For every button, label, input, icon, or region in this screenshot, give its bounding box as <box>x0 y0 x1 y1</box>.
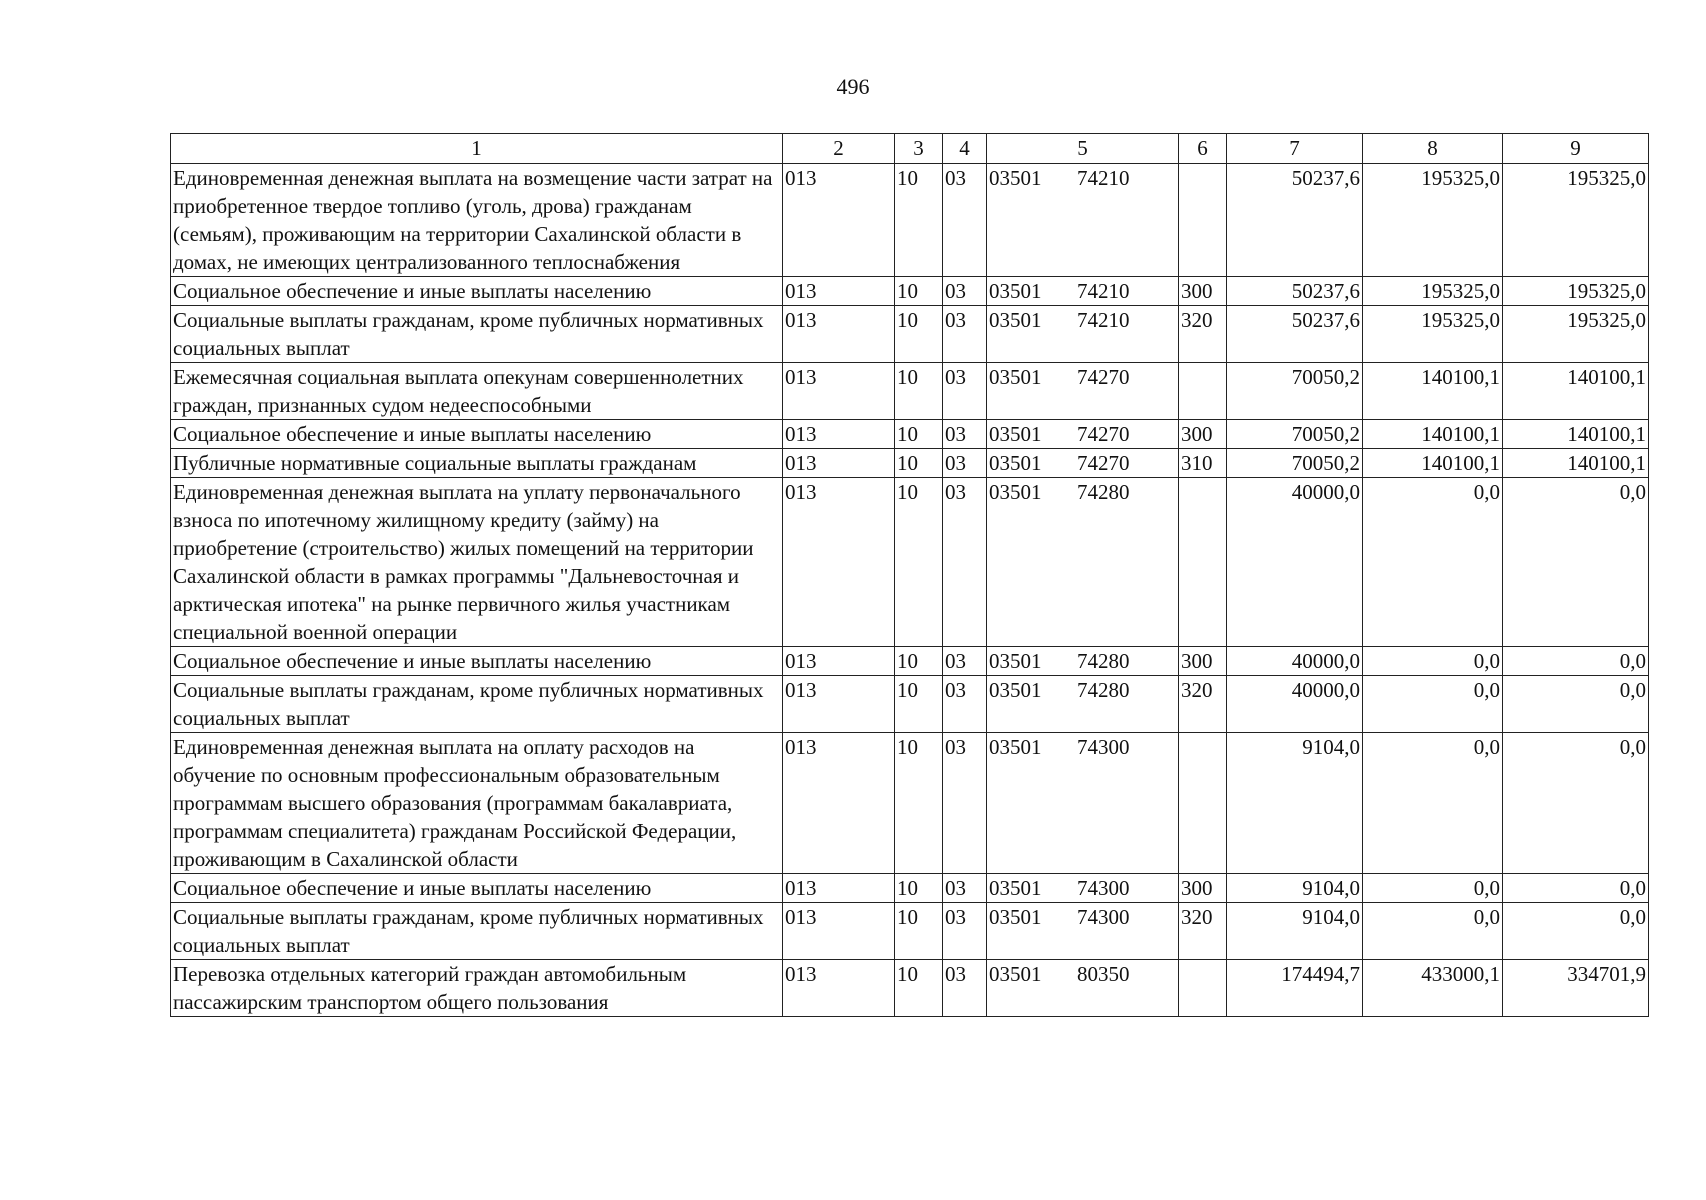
expense-type-cell: 310 <box>1179 449 1227 478</box>
subsection-code-cell: 03 <box>943 306 987 363</box>
amount-col9-cell: 195325,0 <box>1503 164 1649 277</box>
program-code: 03501 <box>989 962 1042 986</box>
subsection-code-cell: 03 <box>943 676 987 733</box>
table-row <box>171 676 1649 733</box>
table-row <box>171 449 1649 478</box>
column-header: 7 <box>1227 134 1363 164</box>
amount-col8-cell: 140100,1 <box>1363 449 1503 478</box>
table-row <box>171 874 1649 903</box>
row-name-cell: Социальные выплаты гражданам, кроме публичных нормативных социальных выплат <box>171 903 783 960</box>
grbs-code-cell: 013 <box>783 306 895 363</box>
target-article-cell <box>987 733 1179 874</box>
expense-type-cell: 320 <box>1179 676 1227 733</box>
direction-code: 74300 <box>1077 905 1130 929</box>
expense-type-cell: 300 <box>1179 277 1227 306</box>
table-row <box>171 960 1649 1017</box>
amount-col7-cell: 9104,0 <box>1227 903 1363 960</box>
amount-col8-cell: 0,0 <box>1363 903 1503 960</box>
amount-col7-cell: 174494,7 <box>1227 960 1363 1017</box>
target-article-cell <box>987 306 1179 363</box>
amount-col7-cell: 70050,2 <box>1227 363 1363 420</box>
target-article-cell <box>987 647 1179 676</box>
amount-col9-cell: 0,0 <box>1503 903 1649 960</box>
amount-col8-cell: 0,0 <box>1363 676 1503 733</box>
direction-code: 74270 <box>1077 365 1130 389</box>
subsection-code-cell: 03 <box>943 478 987 647</box>
target-article-cell <box>987 449 1179 478</box>
direction-code: 74280 <box>1077 678 1130 702</box>
program-code: 03501 <box>989 480 1042 504</box>
amount-col7-cell: 70050,2 <box>1227 420 1363 449</box>
amount-col8-cell: 140100,1 <box>1363 363 1503 420</box>
row-name-cell: Социальное обеспечение и иные выплаты населению <box>171 277 783 306</box>
column-header: 9 <box>1503 134 1649 164</box>
amount-col7-cell: 9104,0 <box>1227 874 1363 903</box>
amount-col9-cell: 140100,1 <box>1503 449 1649 478</box>
row-name-cell: Социальное обеспечение и иные выплаты населению <box>171 420 783 449</box>
section-code-cell: 10 <box>895 420 943 449</box>
amount-col8-cell: 195325,0 <box>1363 164 1503 277</box>
expense-type-cell <box>1179 164 1227 277</box>
program-code: 03501 <box>989 308 1042 332</box>
page-number: 496 <box>836 74 870 99</box>
column-header: 2 <box>783 134 895 164</box>
amount-col9-cell: 140100,1 <box>1503 420 1649 449</box>
row-name-cell: Социальные выплаты гражданам, кроме публичных нормативных социальных выплат <box>171 676 783 733</box>
program-code: 03501 <box>989 678 1042 702</box>
program-code: 03501 <box>989 451 1042 475</box>
program-code: 03501 <box>989 422 1042 446</box>
target-article-cell <box>987 676 1179 733</box>
amount-col7-cell: 40000,0 <box>1227 676 1363 733</box>
program-code: 03501 <box>989 876 1042 900</box>
expense-type-cell: 300 <box>1179 874 1227 903</box>
amount-col9-cell: 0,0 <box>1503 647 1649 676</box>
grbs-code-cell: 013 <box>783 676 895 733</box>
amount-col7-cell: 40000,0 <box>1227 647 1363 676</box>
expense-type-cell: 320 <box>1179 903 1227 960</box>
expense-type-cell: 300 <box>1179 420 1227 449</box>
table-row <box>171 903 1649 960</box>
column-header: 5 <box>987 134 1179 164</box>
row-name-cell: Социальное обеспечение и иные выплаты населению <box>171 874 783 903</box>
section-code-cell: 10 <box>895 960 943 1017</box>
target-article-cell <box>987 960 1179 1017</box>
amount-col9-cell: 140100,1 <box>1503 363 1649 420</box>
column-number-row <box>171 134 1649 164</box>
program-code: 03501 <box>989 735 1042 759</box>
amount-col9-cell: 0,0 <box>1503 478 1649 647</box>
target-article-cell <box>987 903 1179 960</box>
grbs-code-cell: 013 <box>783 874 895 903</box>
amount-col9-cell: 334701,9 <box>1503 960 1649 1017</box>
grbs-code-cell: 013 <box>783 363 895 420</box>
direction-code: 74280 <box>1077 649 1130 673</box>
table-row <box>171 733 1649 874</box>
amount-col9-cell: 0,0 <box>1503 676 1649 733</box>
program-code: 03501 <box>989 649 1042 673</box>
direction-code: 74210 <box>1077 279 1130 303</box>
target-article-cell <box>987 164 1179 277</box>
direction-code: 74210 <box>1077 308 1130 332</box>
section-code-cell: 10 <box>895 363 943 420</box>
direction-code: 74300 <box>1077 876 1130 900</box>
amount-col9-cell: 195325,0 <box>1503 277 1649 306</box>
amount-col8-cell: 195325,0 <box>1363 306 1503 363</box>
section-code-cell: 10 <box>895 874 943 903</box>
section-code-cell: 10 <box>895 277 943 306</box>
amount-col8-cell: 0,0 <box>1363 733 1503 874</box>
column-header: 1 <box>171 134 783 164</box>
expense-type-cell: 320 <box>1179 306 1227 363</box>
direction-code: 74210 <box>1077 166 1130 190</box>
grbs-code-cell: 013 <box>783 733 895 874</box>
target-article-cell <box>987 277 1179 306</box>
table-row <box>171 478 1649 647</box>
row-name-cell: Социальное обеспечение и иные выплаты населению <box>171 647 783 676</box>
direction-code: 80350 <box>1077 962 1130 986</box>
expense-type-cell: 300 <box>1179 647 1227 676</box>
grbs-code-cell: 013 <box>783 478 895 647</box>
column-header: 6 <box>1179 134 1227 164</box>
program-code: 03501 <box>989 365 1042 389</box>
direction-code: 74300 <box>1077 735 1130 759</box>
subsection-code-cell: 03 <box>943 960 987 1017</box>
section-code-cell: 10 <box>895 449 943 478</box>
subsection-code-cell: 03 <box>943 903 987 960</box>
subsection-code-cell: 03 <box>943 874 987 903</box>
amount-col8-cell: 0,0 <box>1363 874 1503 903</box>
amount-col8-cell: 433000,1 <box>1363 960 1503 1017</box>
subsection-code-cell: 03 <box>943 449 987 478</box>
target-article-cell <box>987 478 1179 647</box>
target-article-cell <box>987 420 1179 449</box>
table-row <box>171 164 1649 277</box>
subsection-code-cell: 03 <box>943 733 987 874</box>
expense-type-cell <box>1179 478 1227 647</box>
row-name-cell: Публичные нормативные социальные выплаты гражданам <box>171 449 783 478</box>
row-name-cell: Перевозка отдельных категорий граждан автомобильным пассажирским транспортом общего пользования <box>171 960 783 1017</box>
amount-col7-cell: 50237,6 <box>1227 164 1363 277</box>
amount-col7-cell: 40000,0 <box>1227 478 1363 647</box>
table-row <box>171 647 1649 676</box>
amount-col8-cell: 195325,0 <box>1363 277 1503 306</box>
grbs-code-cell: 013 <box>783 277 895 306</box>
row-name-cell: Единовременная денежная выплата на оплату расходов на обучение по основным профессиональным образовательным программам высшего образования (программам бакалавриата, программам специалитета) гражданам Российской Федерации, проживающим в Сахалинской области <box>171 733 783 874</box>
section-code-cell: 10 <box>895 306 943 363</box>
grbs-code-cell: 013 <box>783 903 895 960</box>
grbs-code-cell: 013 <box>783 420 895 449</box>
direction-code: 74280 <box>1077 480 1130 504</box>
section-code-cell: 10 <box>895 676 943 733</box>
grbs-code-cell: 013 <box>783 647 895 676</box>
amount-col8-cell: 0,0 <box>1363 647 1503 676</box>
amount-col7-cell: 50237,6 <box>1227 277 1363 306</box>
row-name-cell: Единовременная денежная выплата на уплату первоначального взноса по ипотечному жилищному кредиту (займу) на приобретение (строительство) жилых помещений на территории Сахалинской области в рамках программы "Дальневосточная и арктическая ипотека" на рынке первичного жилья участникам специальной военной операции <box>171 478 783 647</box>
program-code: 03501 <box>989 279 1042 303</box>
table-row <box>171 306 1649 363</box>
row-name-cell: Ежемесячная социальная выплата опекунам совершеннолетних граждан, признанных судом недееспособными <box>171 363 783 420</box>
amount-col7-cell: 70050,2 <box>1227 449 1363 478</box>
table-row <box>171 277 1649 306</box>
subsection-code-cell: 03 <box>943 420 987 449</box>
column-header: 3 <box>895 134 943 164</box>
target-article-cell <box>987 874 1179 903</box>
grbs-code-cell: 013 <box>783 960 895 1017</box>
subsection-code-cell: 03 <box>943 277 987 306</box>
amount-col7-cell: 9104,0 <box>1227 733 1363 874</box>
section-code-cell: 10 <box>895 164 943 277</box>
row-name-cell: Социальные выплаты гражданам, кроме публичных нормативных социальных выплат <box>171 306 783 363</box>
program-code: 03501 <box>989 166 1042 190</box>
column-header: 8 <box>1363 134 1503 164</box>
table-row <box>171 363 1649 420</box>
grbs-code-cell: 013 <box>783 449 895 478</box>
subsection-code-cell: 03 <box>943 164 987 277</box>
budget-table <box>170 133 1649 1017</box>
subsection-code-cell: 03 <box>943 363 987 420</box>
amount-col9-cell: 0,0 <box>1503 733 1649 874</box>
expense-type-cell <box>1179 960 1227 1017</box>
table-row <box>171 420 1649 449</box>
column-header: 4 <box>943 134 987 164</box>
direction-code: 74270 <box>1077 422 1130 446</box>
program-code: 03501 <box>989 905 1042 929</box>
section-code-cell: 10 <box>895 647 943 676</box>
section-code-cell: 10 <box>895 903 943 960</box>
target-article-cell <box>987 363 1179 420</box>
amount-col8-cell: 0,0 <box>1363 478 1503 647</box>
expense-type-cell <box>1179 363 1227 420</box>
amount-col9-cell: 195325,0 <box>1503 306 1649 363</box>
section-code-cell: 10 <box>895 478 943 647</box>
amount-col8-cell: 140100,1 <box>1363 420 1503 449</box>
row-name-cell: Единовременная денежная выплата на возмещение части затрат на приобретенное твердое топливо (уголь, дрова) гражданам (семьям), проживающим на территории Сахалинской области в домах, не имеющих централизованного теплоснабжения <box>171 164 783 277</box>
subsection-code-cell: 03 <box>943 647 987 676</box>
section-code-cell: 10 <box>895 733 943 874</box>
amount-col9-cell: 0,0 <box>1503 874 1649 903</box>
direction-code: 74270 <box>1077 451 1130 475</box>
expense-type-cell <box>1179 733 1227 874</box>
amount-col7-cell: 50237,6 <box>1227 306 1363 363</box>
grbs-code-cell: 013 <box>783 164 895 277</box>
